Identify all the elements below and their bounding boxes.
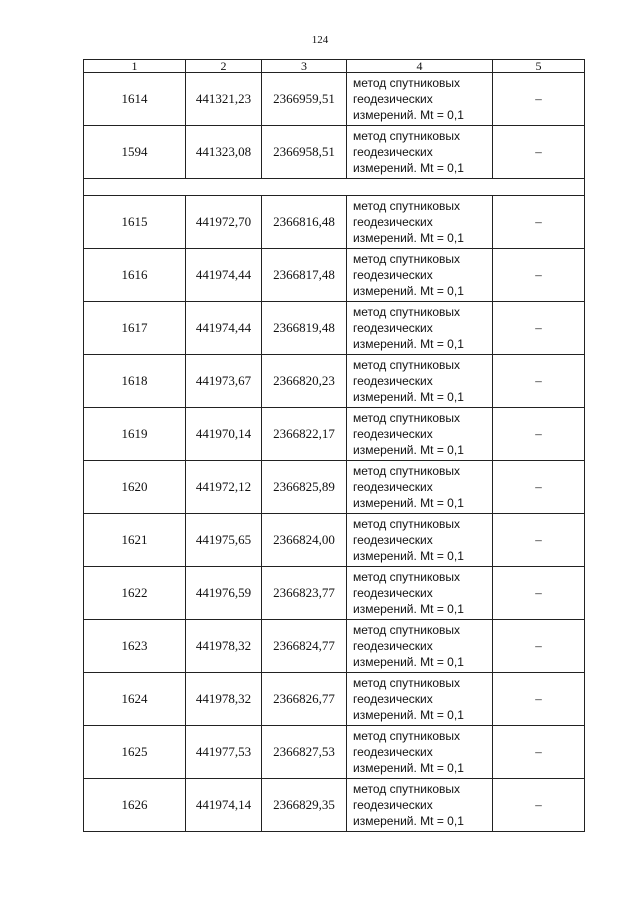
point-number-cell: 1625 bbox=[84, 726, 186, 779]
method-cell bbox=[347, 779, 493, 832]
method-line: метод спутниковых bbox=[353, 623, 461, 637]
note-cell: – bbox=[493, 620, 585, 673]
method-cell bbox=[347, 249, 493, 302]
table-row bbox=[84, 673, 585, 726]
x-coordinate-cell: 441978,32 bbox=[186, 673, 262, 726]
header-col-1: 1 bbox=[84, 60, 186, 73]
y-coordinate-cell: 2366826,77 bbox=[262, 673, 347, 726]
table-row bbox=[84, 408, 585, 461]
note-cell: – bbox=[493, 73, 585, 126]
x-coordinate-cell: 441972,70 bbox=[186, 196, 262, 249]
method-line: метод спутниковых bbox=[353, 782, 461, 796]
header-row bbox=[84, 60, 585, 73]
x-coordinate-cell: 441976,59 bbox=[186, 567, 262, 620]
point-number-cell: 1617 bbox=[84, 302, 186, 355]
method-line: геодезических bbox=[353, 798, 433, 812]
method-line: геодезических bbox=[353, 215, 433, 229]
page-number: 124 bbox=[311, 34, 329, 46]
method-line: измерений. Mt = 0,1 bbox=[353, 337, 464, 351]
table-row bbox=[84, 73, 585, 126]
x-coordinate-cell: 441974,14 bbox=[186, 779, 262, 832]
y-coordinate-cell: 2366829,35 bbox=[262, 779, 347, 832]
table-row bbox=[84, 620, 585, 673]
table-row bbox=[84, 461, 585, 514]
header-col-4: 4 bbox=[347, 60, 493, 73]
method-line: метод спутниковых bbox=[353, 252, 461, 266]
method-line: геодезических bbox=[353, 321, 433, 335]
y-coordinate-cell: 2366959,51 bbox=[262, 73, 347, 126]
method-cell bbox=[347, 567, 493, 620]
y-coordinate-cell: 2366819,48 bbox=[262, 302, 347, 355]
table-row bbox=[84, 779, 585, 832]
point-number-cell: 1626 bbox=[84, 779, 186, 832]
method-line: геодезических bbox=[353, 374, 433, 388]
table-row bbox=[84, 126, 585, 179]
method-line: измерений. Mt = 0,1 bbox=[353, 602, 464, 616]
method-cell bbox=[347, 514, 493, 567]
method-line: геодезических bbox=[353, 480, 433, 494]
method-line: метод спутниковых bbox=[353, 729, 461, 743]
point-number-cell: 1618 bbox=[84, 355, 186, 408]
point-number-cell: 1620 bbox=[84, 461, 186, 514]
method-line: измерений. Mt = 0,1 bbox=[353, 390, 464, 404]
method-line: геодезических bbox=[353, 268, 433, 282]
method-line: метод спутниковых bbox=[353, 199, 461, 213]
x-coordinate-cell: 441974,44 bbox=[186, 302, 262, 355]
method-line: измерений. Mt = 0,1 bbox=[353, 761, 464, 775]
note-cell: – bbox=[493, 196, 585, 249]
method-line: метод спутниковых bbox=[353, 517, 461, 531]
point-number-cell: 1623 bbox=[84, 620, 186, 673]
y-coordinate-cell: 2366822,17 bbox=[262, 408, 347, 461]
method-line: измерений. Mt = 0,1 bbox=[353, 708, 464, 722]
y-coordinate-cell: 2366824,77 bbox=[262, 620, 347, 673]
method-line: метод спутниковых bbox=[353, 570, 461, 584]
method-line: измерений. Mt = 0,1 bbox=[353, 655, 464, 669]
method-cell bbox=[347, 620, 493, 673]
method-line: измерений. Mt = 0,1 bbox=[353, 231, 464, 245]
method-cell bbox=[347, 726, 493, 779]
method-cell bbox=[347, 302, 493, 355]
coordinates-table-body bbox=[84, 60, 585, 832]
method-line: метод спутниковых bbox=[353, 411, 461, 425]
note-cell: – bbox=[493, 355, 585, 408]
separator-cell bbox=[84, 179, 585, 196]
header-col-3: 3 bbox=[262, 60, 347, 73]
method-line: измерений. Mt = 0,1 bbox=[353, 161, 464, 175]
y-coordinate-cell: 2366824,00 bbox=[262, 514, 347, 567]
note-cell: – bbox=[493, 126, 585, 179]
point-number-cell: 1619 bbox=[84, 408, 186, 461]
note-cell: – bbox=[493, 249, 585, 302]
x-coordinate-cell: 441975,65 bbox=[186, 514, 262, 567]
note-cell: – bbox=[493, 673, 585, 726]
point-number-cell: 1616 bbox=[84, 249, 186, 302]
y-coordinate-cell: 2366823,77 bbox=[262, 567, 347, 620]
header-col-2: 2 bbox=[186, 60, 262, 73]
header-col-5: 5 bbox=[493, 60, 585, 73]
table-row bbox=[84, 249, 585, 302]
method-cell bbox=[347, 355, 493, 408]
note-cell: – bbox=[493, 461, 585, 514]
note-cell: – bbox=[493, 514, 585, 567]
method-cell bbox=[347, 126, 493, 179]
method-line: метод спутниковых bbox=[353, 76, 461, 90]
y-coordinate-cell: 2366827,53 bbox=[262, 726, 347, 779]
table-row bbox=[84, 355, 585, 408]
table-row bbox=[84, 196, 585, 249]
x-coordinate-cell: 441323,08 bbox=[186, 126, 262, 179]
x-coordinate-cell: 441321,23 bbox=[186, 73, 262, 126]
x-coordinate-cell: 441977,53 bbox=[186, 726, 262, 779]
x-coordinate-cell: 441973,67 bbox=[186, 355, 262, 408]
method-cell bbox=[347, 408, 493, 461]
method-line: метод спутниковых bbox=[353, 305, 461, 319]
method-line: геодезических bbox=[353, 145, 433, 159]
y-coordinate-cell: 2366820,23 bbox=[262, 355, 347, 408]
method-line: метод спутниковых bbox=[353, 358, 461, 372]
method-line: геодезических bbox=[353, 639, 433, 653]
note-cell: – bbox=[493, 302, 585, 355]
table-row bbox=[84, 567, 585, 620]
method-line: геодезических bbox=[353, 745, 433, 759]
table-row bbox=[84, 514, 585, 567]
method-line: метод спутниковых bbox=[353, 676, 461, 690]
method-line: геодезических bbox=[353, 92, 433, 106]
method-line: геодезических bbox=[353, 586, 433, 600]
method-line: измерений. Mt = 0,1 bbox=[353, 496, 464, 510]
separator-row bbox=[84, 179, 585, 196]
y-coordinate-cell: 2366816,48 bbox=[262, 196, 347, 249]
method-line: измерений. Mt = 0,1 bbox=[353, 284, 464, 298]
table-row bbox=[84, 726, 585, 779]
x-coordinate-cell: 441970,14 bbox=[186, 408, 262, 461]
y-coordinate-cell: 2366825,89 bbox=[262, 461, 347, 514]
method-line: измерений. Mt = 0,1 bbox=[353, 814, 464, 828]
method-line: измерений. Mt = 0,1 bbox=[353, 443, 464, 457]
y-coordinate-cell: 2366958,51 bbox=[262, 126, 347, 179]
point-number-cell: 1622 bbox=[84, 567, 186, 620]
note-cell: – bbox=[493, 779, 585, 832]
point-number-cell: 1594 bbox=[84, 126, 186, 179]
note-cell: – bbox=[493, 567, 585, 620]
y-coordinate-cell: 2366817,48 bbox=[262, 249, 347, 302]
point-number-cell: 1615 bbox=[84, 196, 186, 249]
x-coordinate-cell: 441974,44 bbox=[186, 249, 262, 302]
point-number-cell: 1614 bbox=[84, 73, 186, 126]
method-cell bbox=[347, 73, 493, 126]
method-cell bbox=[347, 196, 493, 249]
method-line: геодезических bbox=[353, 427, 433, 441]
x-coordinate-cell: 441978,32 bbox=[186, 620, 262, 673]
method-cell bbox=[347, 673, 493, 726]
note-cell: – bbox=[493, 726, 585, 779]
method-line: измерений. Mt = 0,1 bbox=[353, 108, 464, 122]
point-number-cell: 1624 bbox=[84, 673, 186, 726]
method-line: метод спутниковых bbox=[353, 464, 461, 478]
method-line: измерений. Mt = 0,1 bbox=[353, 549, 464, 563]
note-cell: – bbox=[493, 408, 585, 461]
x-coordinate-cell: 441972,12 bbox=[186, 461, 262, 514]
point-number-cell: 1621 bbox=[84, 514, 186, 567]
table-row bbox=[84, 302, 585, 355]
method-line: метод спутниковых bbox=[353, 129, 461, 143]
method-line: геодезических bbox=[353, 533, 433, 547]
coordinates-table bbox=[83, 59, 585, 832]
method-line: геодезических bbox=[353, 692, 433, 706]
method-cell bbox=[347, 461, 493, 514]
